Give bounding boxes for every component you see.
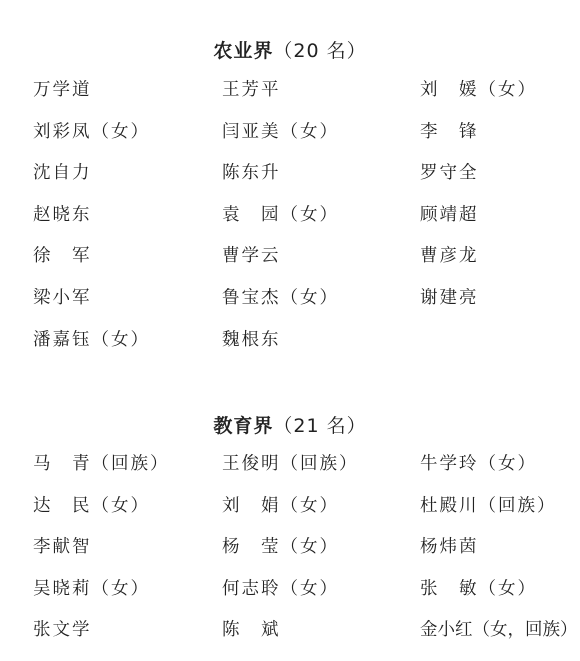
name-cell: 杨炜茵: [420, 537, 479, 558]
section-name: 教育界: [213, 415, 274, 437]
name-cell: 顾靖超: [420, 204, 479, 225]
name-cell: 谢建亮: [420, 287, 479, 308]
table-row: [0, 453, 580, 495]
name-cell: 曹彦龙: [420, 246, 479, 267]
table-row: [0, 121, 580, 163]
name-cell: 袁 园（女）: [222, 204, 339, 225]
table-row: [0, 79, 580, 121]
name-cell: 王芳平: [222, 80, 281, 100]
name-cell: 达 民（女）: [33, 495, 150, 516]
name-cell: 牛学玲（女）: [420, 454, 537, 474]
table-row: [0, 245, 580, 287]
name-list-agriculture: [0, 79, 580, 370]
name-cell: 魏根东: [222, 329, 281, 350]
name-cell: 沈自力: [33, 163, 92, 184]
name-cell: 梁小军: [33, 287, 92, 308]
name-cell: 徐 军: [33, 246, 92, 267]
section-name: 农业界: [213, 40, 274, 62]
name-cell: 鲁宝杰（女）: [222, 287, 339, 308]
name-cell: 刘 娟（女）: [222, 495, 339, 516]
table-row: [0, 619, 580, 661]
name-cell: 刘 媛（女）: [420, 80, 537, 100]
table-row: [0, 329, 580, 371]
name-cell: 刘彩凤（女）: [33, 121, 150, 142]
table-row: [0, 287, 580, 329]
section-title-education: [0, 411, 580, 438]
name-cell: 闫亚美（女）: [222, 121, 339, 142]
name-cell: 罗守全: [420, 163, 479, 184]
name-cell: 何志聆（女）: [222, 578, 339, 599]
table-row: [0, 162, 580, 204]
name-cell: 马 青（回族）: [33, 454, 170, 474]
name-cell: 李献智: [33, 537, 92, 558]
name-cell: 万学道: [33, 80, 92, 100]
name-cell: 金小红（女，回族）: [420, 620, 578, 641]
name-cell: 王俊明（回族）: [222, 454, 359, 474]
section-count: （21 名）: [273, 415, 367, 437]
name-cell: 曹学云: [222, 246, 281, 267]
table-row: [0, 536, 580, 578]
name-list-education: [0, 453, 580, 661]
name-cell: 杜殿川（回族）: [420, 495, 557, 516]
table-row: [0, 495, 580, 537]
name-cell: 张文学: [33, 620, 92, 641]
table-row: [0, 204, 580, 246]
name-cell: 杨 莹（女）: [222, 537, 339, 558]
name-cell: 陈 斌: [222, 620, 281, 641]
name-cell: 赵晓东: [33, 204, 92, 225]
section-count: （20 名）: [273, 40, 367, 62]
name-cell: 张 敏（女）: [420, 578, 537, 599]
name-cell: 李 锋: [420, 121, 479, 142]
name-cell: 陈东升: [222, 163, 281, 184]
table-row: [0, 578, 580, 620]
section-title-agriculture: [0, 36, 580, 63]
name-cell: 吴晓莉（女）: [33, 578, 150, 599]
name-cell: 潘嘉钰（女）: [33, 329, 150, 350]
